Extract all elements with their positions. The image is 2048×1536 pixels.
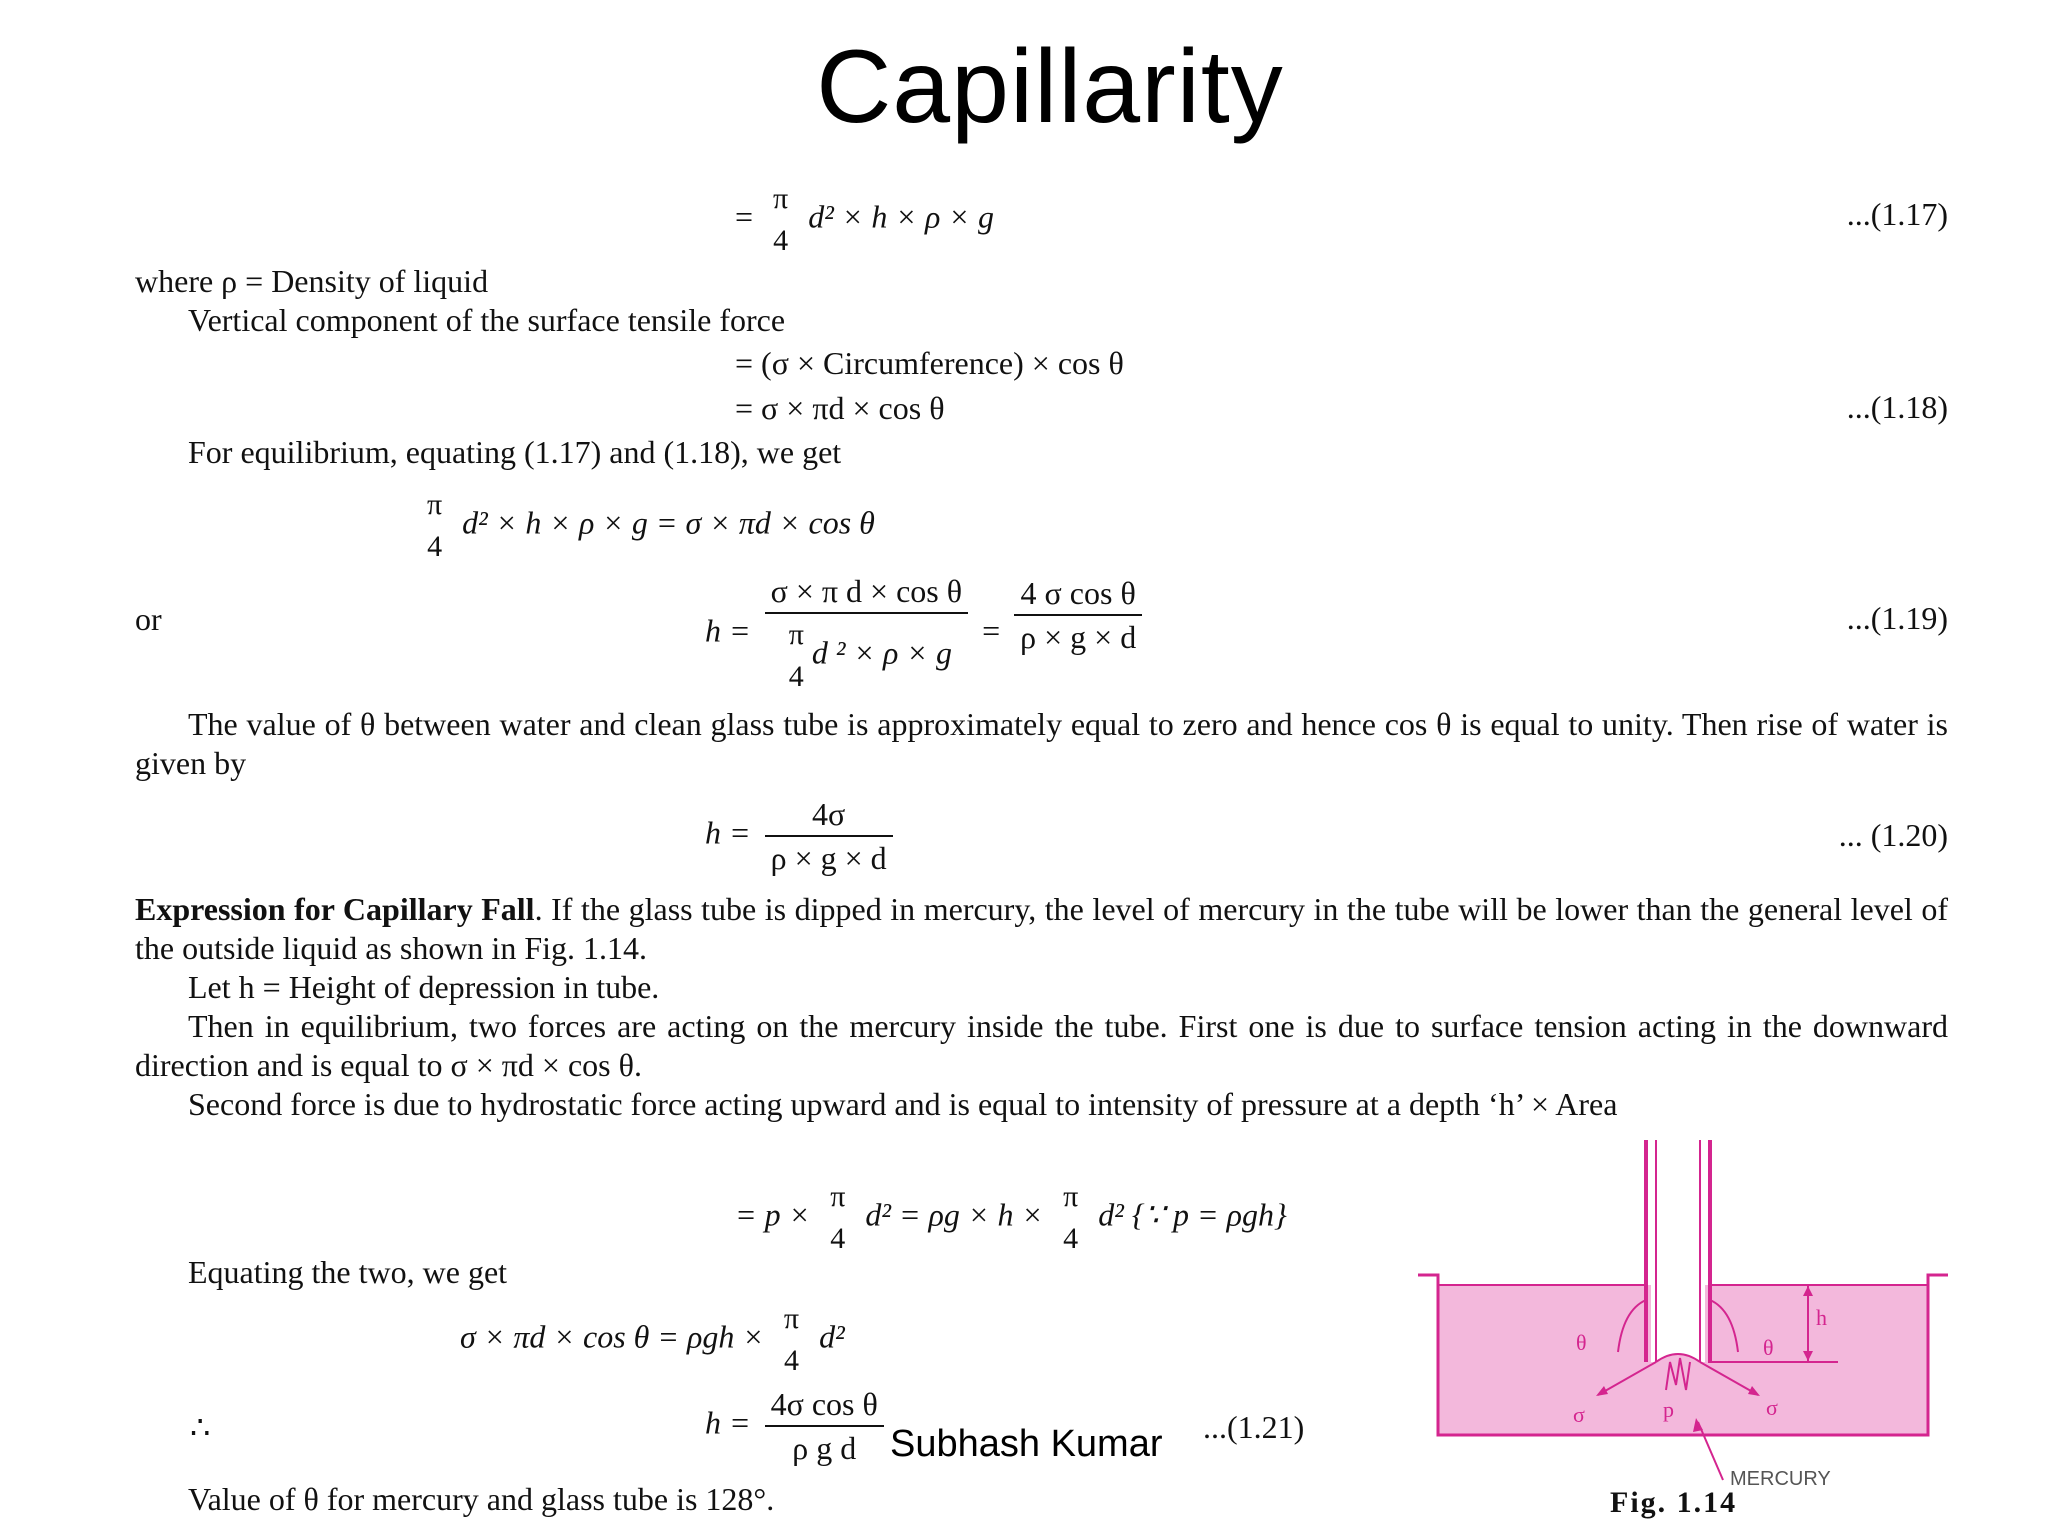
eqC-den: 4 bbox=[784, 1344, 799, 1377]
equilibrium-line: For equilibrium, equating (1.17) and (1.18), we get bbox=[188, 434, 842, 470]
where-line: where ρ = Density of liquid bbox=[135, 263, 489, 299]
eq119-den1-body: d ² × ρ × g bbox=[811, 634, 952, 671]
capillary-fall-heading: Expression for Capillary Fall bbox=[135, 891, 535, 927]
eqB-pre: = p × bbox=[735, 1196, 811, 1233]
eqC-post: d² bbox=[819, 1318, 845, 1355]
eq119-den1-four: 4 bbox=[788, 660, 804, 693]
page-title: Capillarity bbox=[816, 29, 1284, 145]
eqC-num: π bbox=[783, 1302, 800, 1335]
or-label: or bbox=[135, 601, 162, 637]
p-label: p bbox=[1663, 1397, 1674, 1422]
eqC-fraction bbox=[778, 1300, 805, 1380]
eq119-equals: = bbox=[982, 612, 1001, 649]
eqB-mid: d² = ρg × h × bbox=[865, 1196, 1044, 1233]
tube-inside bbox=[1651, 1140, 1705, 1362]
eq120-number: ... (1.20) bbox=[1838, 817, 1948, 853]
eq121-fraction bbox=[765, 1385, 884, 1467]
eq117-number: ...(1.17) bbox=[1846, 196, 1948, 232]
eq121-number: ...(1.21) bbox=[1203, 1409, 1305, 1445]
let-h-line: Let h = Height of depression in tube. bbox=[188, 969, 660, 1005]
second-force-paragraph: Second force is due to hydrostatic force acting upward and is equal to intensity of pressure at a depth ‘h’ × Area bbox=[188, 1086, 1618, 1122]
eq119-den2: ρ × g × d bbox=[1014, 614, 1142, 656]
eq117-num: π bbox=[773, 182, 789, 215]
equation-1-17 bbox=[735, 180, 994, 260]
eqC-pre: σ × πd × cos θ = ρgh × bbox=[460, 1318, 764, 1355]
eq120-fraction bbox=[765, 795, 893, 877]
eq119-den1-frac bbox=[783, 616, 810, 696]
eq119-fraction-2 bbox=[1014, 574, 1142, 656]
eqB-fraction-1 bbox=[824, 1178, 851, 1258]
then-paragraph: Then in equilibrium, two forces are acting on the mercury inside the tube. First one is due to surface tension acting in the downward direction and is equal to σ × πd × cos θ. bbox=[135, 1008, 1948, 1083]
equation-hydrostatic bbox=[735, 1178, 1287, 1258]
theta-right-label: θ bbox=[1763, 1335, 1774, 1360]
eq120-h: h = bbox=[705, 814, 751, 851]
capillary-fall-paragraph bbox=[135, 890, 1948, 968]
eqB-num-2: π bbox=[1063, 1180, 1079, 1213]
equation-1-20 bbox=[705, 795, 899, 877]
eqB-den-1: 4 bbox=[830, 1222, 846, 1255]
equation-equilibrium bbox=[415, 486, 875, 566]
eq117-prefix: = bbox=[735, 198, 754, 235]
eq119-num1: σ × π d × cos θ bbox=[770, 573, 963, 609]
vertical-line: Vertical component of the surface tensile force bbox=[188, 302, 786, 338]
eqA-body: d² × h × ρ × g = σ × πd × cos θ bbox=[462, 504, 875, 541]
equation-equating bbox=[460, 1300, 845, 1380]
eq120-den: ρ × g × d bbox=[765, 835, 893, 877]
sigma-right-label: σ bbox=[1766, 1395, 1778, 1420]
theta-paragraph: The value of θ between water and clean glass tube is approximately equal to zero and hence cos θ is equal to unity. Then rise of water is given by bbox=[135, 706, 1948, 781]
eq121-den: ρ g d bbox=[765, 1425, 884, 1467]
eq117-fraction bbox=[767, 180, 794, 260]
eqB-post: d² {∵ p = ρgh} bbox=[1098, 1196, 1287, 1233]
eq119-num2: 4 σ cos θ bbox=[1020, 575, 1136, 611]
eqA-fraction bbox=[421, 486, 448, 566]
equation-1-19 bbox=[705, 572, 1148, 696]
h-label: h bbox=[1816, 1305, 1827, 1330]
eq119-h: h = bbox=[705, 612, 751, 649]
eqA-num: π bbox=[427, 488, 443, 521]
eqB-fraction-2 bbox=[1057, 1178, 1084, 1258]
eq119-fraction-1 bbox=[765, 572, 968, 696]
mercury-label: MERCURY bbox=[1730, 1468, 1831, 1490]
capillary-fall-text: . If the glass tube is dipped in mercury, the level of mercury in the tube will be lower than the general level of the outside liquid as shown in Fig. 1.14. bbox=[135, 891, 1949, 966]
eq121-h: h = bbox=[705, 1404, 751, 1441]
eq121-num: 4σ cos θ bbox=[770, 1386, 878, 1422]
eqB-den-2: 4 bbox=[1063, 1222, 1079, 1255]
eq118-number: ...(1.18) bbox=[1846, 389, 1948, 425]
capillary-fall-figure bbox=[1418, 1140, 1948, 1530]
eq119-den1-pi: π bbox=[788, 618, 804, 651]
eq119-den1 bbox=[765, 612, 968, 696]
sigma-left-label: σ bbox=[1573, 1402, 1585, 1427]
figure-caption: Fig. 1.14 bbox=[1610, 1486, 1738, 1519]
eq118-body: = σ × πd × cos θ bbox=[735, 390, 945, 426]
eq119-number: ...(1.19) bbox=[1846, 600, 1948, 636]
eqB-num-1: π bbox=[830, 1180, 846, 1213]
mercury-value-line: Value of θ for mercury and glass tube is 128°. bbox=[188, 1481, 775, 1517]
eq117-den: 4 bbox=[773, 224, 789, 257]
eq120-num: 4σ bbox=[812, 796, 846, 832]
theta-left-label: θ bbox=[1576, 1330, 1587, 1355]
therefore-symbol: ∴ bbox=[190, 1409, 211, 1445]
author-footer: Subhash Kumar bbox=[890, 1423, 1163, 1465]
circumference-line: = (σ × Circumference) × cos θ bbox=[735, 345, 1124, 381]
eqA-den: 4 bbox=[427, 530, 443, 563]
equating-two-line: Equating the two, we get bbox=[188, 1254, 508, 1290]
equation-1-21 bbox=[705, 1385, 890, 1467]
eq117-body: d² × h × ρ × g bbox=[808, 198, 994, 235]
